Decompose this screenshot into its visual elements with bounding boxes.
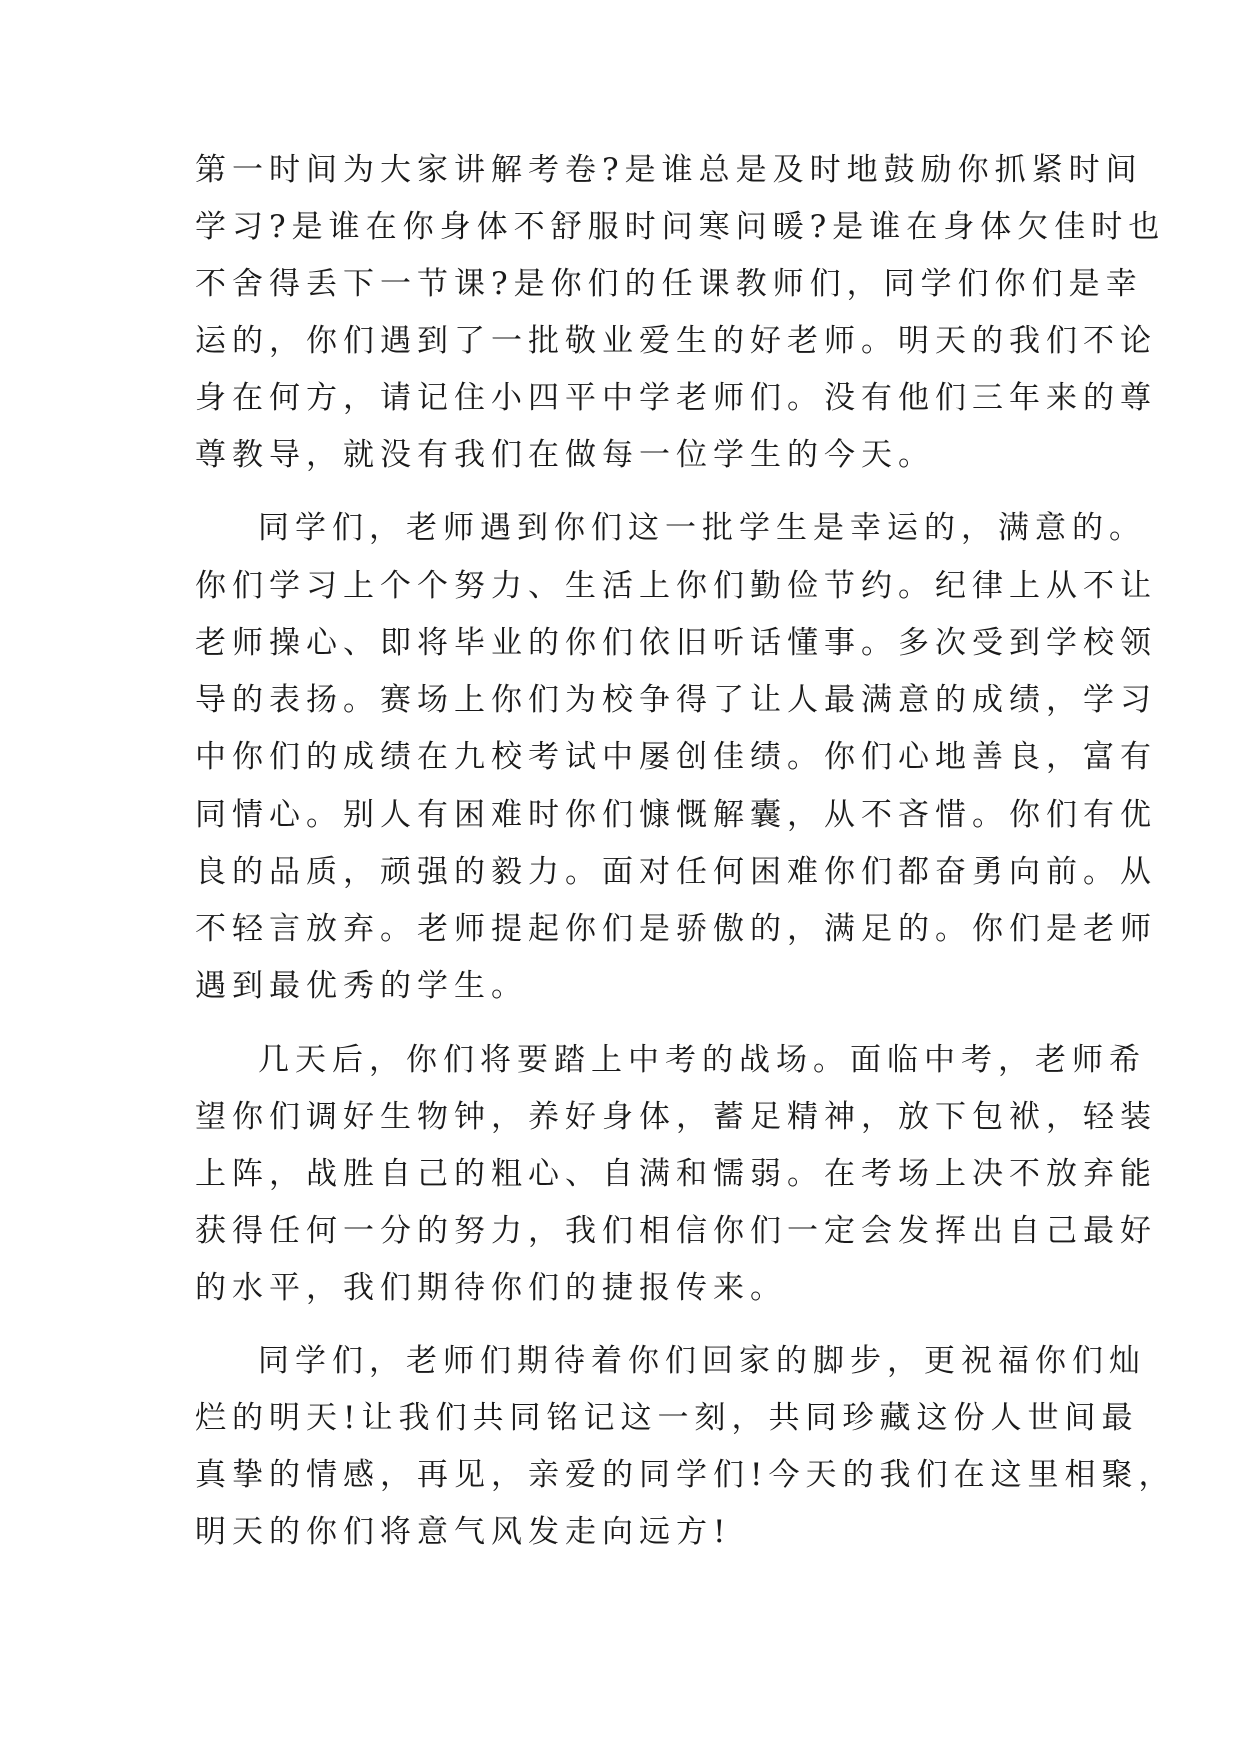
text-line: 良的品质，顽强的毅力。面对任何困难你们都奋勇向前。从	[195, 854, 1157, 890]
text-line: 的水平，我们期待你们的捷报传来。	[195, 1270, 787, 1306]
text-line: 第一时间为大家讲解考卷?是谁总是及时地鼓励你抓紧时间	[195, 152, 1143, 188]
text-line: 真挚的情感，再见，亲爱的同学们!今天的我们在这里相聚，	[195, 1457, 1176, 1493]
text-line: 尊教导，就没有我们在做每一位学生的今天。	[195, 437, 935, 473]
text-line: 不轻言放弃。老师提起你们是骄傲的，满足的。你们是老师	[195, 911, 1157, 947]
text-line: 上阵，战胜自己的粗心、自满和懦弱。在考场上决不放弃能	[195, 1156, 1157, 1192]
text-line: 烂的明天!让我们共同铭记这一刻，共同珍藏这份人世间最	[195, 1400, 1139, 1436]
text-line: 身在何方，请记住小四平中学老师们。没有他们三年来的尊	[195, 380, 1157, 416]
text-line: 你们学习上个个努力、生活上你们勤俭节约。纪律上从不让	[195, 568, 1157, 604]
paragraph-first-line: 同学们，老师们期待着你们回家的脚步，更祝福你们灿	[258, 1343, 1146, 1379]
text-line: 明天的你们将意气风发走向远方!	[195, 1514, 732, 1550]
text-line: 同情心。别人有困难时你们慷慨解囊，从不吝惜。你们有优	[195, 797, 1157, 833]
text-line: 中你们的成绩在九校考试中屡创佳绩。你们心地善良，富有	[195, 739, 1157, 775]
text-line: 导的表扬。赛场上你们为校争得了让人最满意的成绩，学习	[195, 682, 1157, 718]
text-line: 遇到最优秀的学生。	[195, 968, 528, 1004]
text-line: 学习?是谁在你身体不舒服时问寒问暖?是谁在身体欠佳时也	[195, 209, 1166, 245]
text-line: 老师操心、即将毕业的你们依旧听话懂事。多次受到学校领	[195, 625, 1157, 661]
paragraph-first-line: 几天后，你们将要踏上中考的战场。面临中考，老师希	[258, 1042, 1146, 1078]
text-line: 获得任何一分的努力，我们相信你们一定会发挥出自己最好	[195, 1213, 1157, 1249]
text-line: 不舍得丢下一节课?是你们的任课教师们，同学们你们是幸	[195, 266, 1143, 302]
paragraph-first-line: 同学们，老师遇到你们这一批学生是幸运的，满意的。	[258, 510, 1146, 546]
text-line: 望你们调好生物钟，养好身体，蓄足精神，放下包袱，轻装	[195, 1099, 1157, 1135]
text-line: 运的，你们遇到了一批敬业爱生的好老师。明天的我们不论	[195, 323, 1157, 359]
